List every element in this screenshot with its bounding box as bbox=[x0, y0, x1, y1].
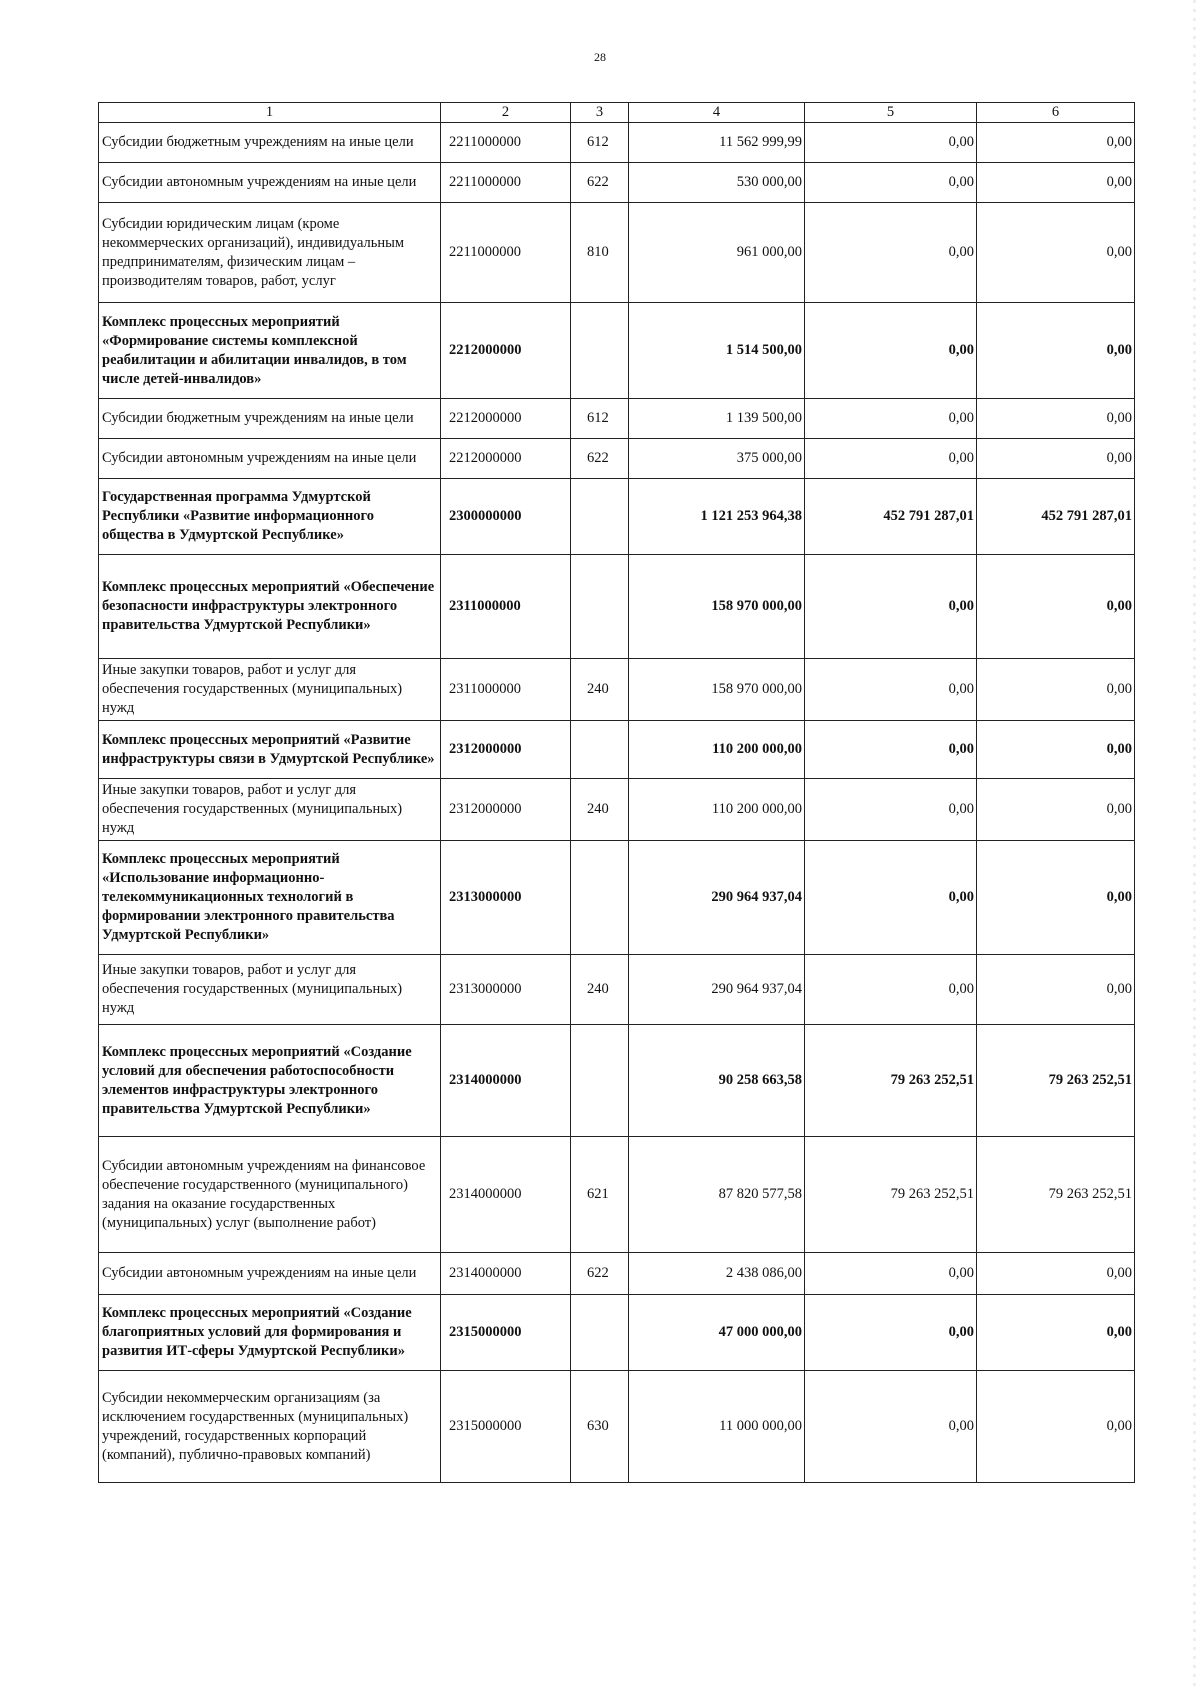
row-amount-col5: 0,00 bbox=[805, 955, 977, 1025]
row-amount-col4: 290 964 937,04 bbox=[629, 841, 805, 955]
table-row bbox=[99, 1371, 1135, 1483]
row-name: Комплекс процессных мероприятий «Развитие инфраструктуры связи в Удмуртской Республике» bbox=[99, 721, 441, 779]
row-code: 2312000000 bbox=[441, 721, 571, 779]
row-amount-col6: 0,00 bbox=[977, 163, 1135, 203]
row-name: Субсидии некоммерческим организациям (за исключением государственных (муниципальных) учреждений, государственных корпораций (компаний), публично-правовых компаний) bbox=[99, 1371, 441, 1483]
row-name: Комплекс процессных мероприятий «Использование информационно-телекоммуникационных технологий в формировании электронного правительства Удмуртской Республики» bbox=[99, 841, 441, 955]
row-amount-col5: 0,00 bbox=[805, 439, 977, 479]
row-amount-col6: 0,00 bbox=[977, 1371, 1135, 1483]
header-row bbox=[99, 103, 1135, 123]
row-name: Комплекс процессных мероприятий «Создание условий для обеспечения работоспособности элементов инфраструктуры электронного правительства Удмуртской Республики» bbox=[99, 1025, 441, 1137]
row-amount-col4: 158 970 000,00 bbox=[629, 555, 805, 659]
row-expense-type: 612 bbox=[571, 123, 629, 163]
table-row bbox=[99, 555, 1135, 659]
row-name: Субсидии бюджетным учреждениям на иные цели bbox=[99, 399, 441, 439]
table-row bbox=[99, 439, 1135, 479]
row-amount-col4: 87 820 577,58 bbox=[629, 1137, 805, 1253]
row-name: Субсидии автономным учреждениям на иные цели bbox=[99, 163, 441, 203]
row-amount-col4: 375 000,00 bbox=[629, 439, 805, 479]
row-amount-col6: 0,00 bbox=[977, 1253, 1135, 1295]
row-name: Субсидии юридическим лицам (кроме некоммерческих организаций), индивидуальным предпринимателям, физическим лицам – производителям товаров, работ, услуг bbox=[99, 203, 441, 303]
row-code: 2300000000 bbox=[441, 479, 571, 555]
row-code: 2212000000 bbox=[441, 399, 571, 439]
row-code: 2314000000 bbox=[441, 1137, 571, 1253]
table-row bbox=[99, 1137, 1135, 1253]
row-amount-col4: 11 000 000,00 bbox=[629, 1371, 805, 1483]
row-name: Комплекс процессных мероприятий «Создание благоприятных условий для формирования и развития ИТ-сферы Удмуртской Республики» bbox=[99, 1295, 441, 1371]
row-amount-col4: 1 514 500,00 bbox=[629, 303, 805, 399]
row-amount-col5: 0,00 bbox=[805, 1253, 977, 1295]
row-name: Субсидии автономным учреждениям на финансовое обеспечение государственного (муниципального) задания на оказание государственных (муниципальных) услуг (выполнение работ) bbox=[99, 1137, 441, 1253]
row-amount-col6: 0,00 bbox=[977, 399, 1135, 439]
row-amount-col6: 0,00 bbox=[977, 123, 1135, 163]
row-code: 2311000000 bbox=[441, 555, 571, 659]
table-row bbox=[99, 1253, 1135, 1295]
row-code: 2212000000 bbox=[441, 303, 571, 399]
table-row bbox=[99, 1295, 1135, 1371]
row-name: Субсидии автономным учреждениям на иные цели bbox=[99, 439, 441, 479]
row-code: 2211000000 bbox=[441, 123, 571, 163]
row-amount-col4: 11 562 999,99 bbox=[629, 123, 805, 163]
header-col-4: 4 bbox=[629, 103, 805, 123]
row-amount-col4: 1 121 253 964,38 bbox=[629, 479, 805, 555]
row-amount-col6: 0,00 bbox=[977, 721, 1135, 779]
row-expense-type: 810 bbox=[571, 203, 629, 303]
row-amount-col4: 1 139 500,00 bbox=[629, 399, 805, 439]
row-expense-type bbox=[571, 841, 629, 955]
table-row bbox=[99, 123, 1135, 163]
budget-table bbox=[98, 102, 1135, 1483]
table-row bbox=[99, 203, 1135, 303]
row-amount-col6: 0,00 bbox=[977, 1295, 1135, 1371]
row-expense-type bbox=[571, 1025, 629, 1137]
row-name: Субсидии автономным учреждениям на иные цели bbox=[99, 1253, 441, 1295]
row-code: 2212000000 bbox=[441, 439, 571, 479]
row-expense-type bbox=[571, 479, 629, 555]
row-code: 2312000000 bbox=[441, 779, 571, 841]
row-amount-col5: 0,00 bbox=[805, 303, 977, 399]
row-code: 2313000000 bbox=[441, 841, 571, 955]
table-row bbox=[99, 721, 1135, 779]
row-name: Иные закупки товаров, работ и услуг для обеспечения государственных (муниципальных) нужд bbox=[99, 779, 441, 841]
header-col-2: 2 bbox=[441, 103, 571, 123]
row-amount-col6: 0,00 bbox=[977, 659, 1135, 721]
row-amount-col5: 0,00 bbox=[805, 721, 977, 779]
row-amount-col4: 158 970 000,00 bbox=[629, 659, 805, 721]
row-amount-col6: 0,00 bbox=[977, 203, 1135, 303]
row-expense-type: 622 bbox=[571, 163, 629, 203]
table-row bbox=[99, 303, 1135, 399]
row-amount-col6: 0,00 bbox=[977, 955, 1135, 1025]
row-amount-col4: 290 964 937,04 bbox=[629, 955, 805, 1025]
row-amount-col6: 79 263 252,51 bbox=[977, 1025, 1135, 1137]
row-amount-col5: 0,00 bbox=[805, 203, 977, 303]
row-expense-type bbox=[571, 303, 629, 399]
table-row bbox=[99, 659, 1135, 721]
row-code: 2315000000 bbox=[441, 1295, 571, 1371]
row-amount-col5: 0,00 bbox=[805, 555, 977, 659]
row-expense-type bbox=[571, 555, 629, 659]
row-amount-col5: 0,00 bbox=[805, 123, 977, 163]
row-amount-col6: 0,00 bbox=[977, 841, 1135, 955]
row-expense-type bbox=[571, 721, 629, 779]
row-amount-col4: 961 000,00 bbox=[629, 203, 805, 303]
header-col-6: 6 bbox=[977, 103, 1135, 123]
row-amount-col5: 79 263 252,51 bbox=[805, 1025, 977, 1137]
row-name: Комплекс процессных мероприятий «Формирование системы комплексной реабилитации и абилитации инвалидов, в том числе детей-инвалидов» bbox=[99, 303, 441, 399]
row-name: Субсидии бюджетным учреждениям на иные цели bbox=[99, 123, 441, 163]
row-expense-type: 622 bbox=[571, 1253, 629, 1295]
row-amount-col5: 0,00 bbox=[805, 1295, 977, 1371]
row-amount-col6: 79 263 252,51 bbox=[977, 1137, 1135, 1253]
row-amount-col6: 452 791 287,01 bbox=[977, 479, 1135, 555]
table-row bbox=[99, 955, 1135, 1025]
row-amount-col5: 0,00 bbox=[805, 841, 977, 955]
page-number: 28 bbox=[594, 50, 606, 64]
row-expense-type: 240 bbox=[571, 955, 629, 1025]
table-row bbox=[99, 841, 1135, 955]
table-row bbox=[99, 479, 1135, 555]
row-code: 2311000000 bbox=[441, 659, 571, 721]
row-amount-col5: 0,00 bbox=[805, 1371, 977, 1483]
row-amount-col5: 0,00 bbox=[805, 163, 977, 203]
row-amount-col6: 0,00 bbox=[977, 439, 1135, 479]
row-expense-type: 612 bbox=[571, 399, 629, 439]
row-amount-col4: 530 000,00 bbox=[629, 163, 805, 203]
row-amount-col5: 0,00 bbox=[805, 779, 977, 841]
row-expense-type: 240 bbox=[571, 779, 629, 841]
row-amount-col5: 0,00 bbox=[805, 659, 977, 721]
row-code: 2314000000 bbox=[441, 1253, 571, 1295]
header-col-3: 3 bbox=[571, 103, 629, 123]
row-amount-col6: 0,00 bbox=[977, 555, 1135, 659]
row-name: Иные закупки товаров, работ и услуг для обеспечения государственных (муниципальных) нужд bbox=[99, 955, 441, 1025]
table-body bbox=[99, 123, 1135, 1483]
table-row bbox=[99, 779, 1135, 841]
row-code: 2314000000 bbox=[441, 1025, 571, 1137]
row-expense-type bbox=[571, 1295, 629, 1371]
table-row bbox=[99, 399, 1135, 439]
header-col-1: 1 bbox=[99, 103, 441, 123]
row-expense-type: 240 bbox=[571, 659, 629, 721]
row-expense-type: 630 bbox=[571, 1371, 629, 1483]
row-name: Государственная программа Удмуртской Республики «Развитие информационного общества в Удмуртской Республике» bbox=[99, 479, 441, 555]
row-amount-col4: 110 200 000,00 bbox=[629, 779, 805, 841]
row-amount-col5: 79 263 252,51 bbox=[805, 1137, 977, 1253]
row-amount-col5: 0,00 bbox=[805, 399, 977, 439]
row-code: 2313000000 bbox=[441, 955, 571, 1025]
row-code: 2211000000 bbox=[441, 163, 571, 203]
row-amount-col6: 0,00 bbox=[977, 303, 1135, 399]
row-amount-col6: 0,00 bbox=[977, 779, 1135, 841]
row-code: 2211000000 bbox=[441, 203, 571, 303]
row-amount-col4: 110 200 000,00 bbox=[629, 721, 805, 779]
row-name: Комплекс процессных мероприятий «Обеспечение безопасности инфраструктуры электронного правительства Удмуртской Республики» bbox=[99, 555, 441, 659]
header-col-5: 5 bbox=[805, 103, 977, 123]
row-expense-type: 621 bbox=[571, 1137, 629, 1253]
table-row bbox=[99, 1025, 1135, 1137]
row-expense-type: 622 bbox=[571, 439, 629, 479]
row-amount-col4: 90 258 663,58 bbox=[629, 1025, 805, 1137]
row-name: Иные закупки товаров, работ и услуг для обеспечения государственных (муниципальных) нужд bbox=[99, 659, 441, 721]
scan-edge-artifact bbox=[1193, 0, 1196, 1686]
row-amount-col4: 2 438 086,00 bbox=[629, 1253, 805, 1295]
row-amount-col4: 47 000 000,00 bbox=[629, 1295, 805, 1371]
row-amount-col5: 452 791 287,01 bbox=[805, 479, 977, 555]
table-row bbox=[99, 163, 1135, 203]
row-code: 2315000000 bbox=[441, 1371, 571, 1483]
